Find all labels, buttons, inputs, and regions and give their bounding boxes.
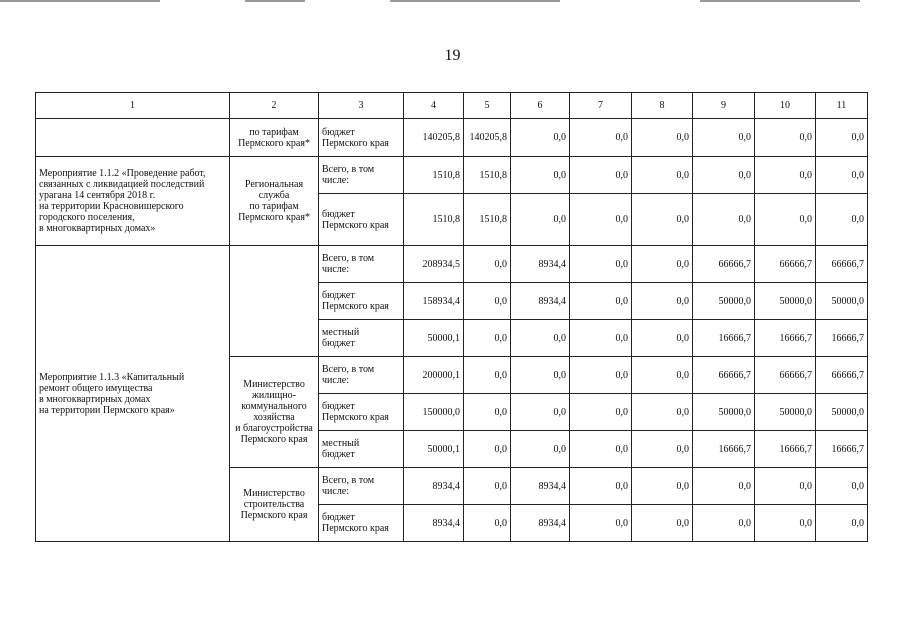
value-cell: 158934,4 <box>404 283 464 320</box>
source-cell: Всего, в том числе: <box>319 357 404 394</box>
top-edge-line <box>245 0 305 2</box>
value-cell: 0,0 <box>755 468 816 505</box>
value-cell: 0,0 <box>570 505 632 542</box>
table-row <box>36 246 868 283</box>
value-cell: 140205,8 <box>464 119 511 157</box>
value-cell: 140205,8 <box>404 119 464 157</box>
value-cell: 50000,0 <box>816 394 868 431</box>
value-cell: 0,0 <box>464 246 511 283</box>
value-cell: 50000,0 <box>816 283 868 320</box>
value-cell: 0,0 <box>464 320 511 357</box>
value-cell: 0,0 <box>511 320 570 357</box>
org-cell: Министерство жилищно- коммунального хозяйства и благоустройства Пермского края <box>230 357 319 468</box>
table-row <box>36 157 868 194</box>
value-cell: 8934,4 <box>404 468 464 505</box>
value-cell: 0,0 <box>632 468 693 505</box>
value-cell: 0,0 <box>632 194 693 246</box>
event-cell: Мероприятие 1.1.3 «Капитальный ремонт общего имущества в многоквартирных домах на территории Пермского края» <box>36 246 230 542</box>
value-cell: 0,0 <box>755 505 816 542</box>
org-cell: по тарифам Пермского края* <box>230 119 319 157</box>
value-cell: 66666,7 <box>816 357 868 394</box>
value-cell: 0,0 <box>511 157 570 194</box>
value-cell: 0,0 <box>632 246 693 283</box>
value-cell: 8934,4 <box>511 283 570 320</box>
value-cell: 0,0 <box>570 394 632 431</box>
value-cell: 0,0 <box>464 394 511 431</box>
value-cell: 0,0 <box>632 320 693 357</box>
source-cell: местный бюджет <box>319 431 404 468</box>
value-cell: 8934,4 <box>511 246 570 283</box>
value-cell: 0,0 <box>464 505 511 542</box>
value-cell: 66666,7 <box>755 246 816 283</box>
source-cell: бюджет Пермского края <box>319 194 404 246</box>
value-cell: 66666,7 <box>693 246 755 283</box>
value-cell: 0,0 <box>570 246 632 283</box>
value-cell: 66666,7 <box>816 246 868 283</box>
org-cell <box>230 246 319 357</box>
value-cell: 8934,4 <box>404 505 464 542</box>
value-cell: 0,0 <box>464 468 511 505</box>
value-cell: 0,0 <box>693 194 755 246</box>
value-cell: 0,0 <box>632 394 693 431</box>
header-cell: 2 <box>230 93 319 119</box>
value-cell: 0,0 <box>693 157 755 194</box>
value-cell: 0,0 <box>511 431 570 468</box>
value-cell: 0,0 <box>632 119 693 157</box>
value-cell: 0,0 <box>632 157 693 194</box>
value-cell: 0,0 <box>570 468 632 505</box>
value-cell: 0,0 <box>816 157 868 194</box>
source-cell: бюджет Пермского края <box>319 505 404 542</box>
value-cell: 0,0 <box>464 357 511 394</box>
org-cell: Региональная служба по тарифам Пермского края* <box>230 157 319 246</box>
value-cell: 0,0 <box>511 357 570 394</box>
header-cell: 6 <box>511 93 570 119</box>
source-cell: Всего, в том числе: <box>319 157 404 194</box>
header-cell: 1 <box>36 93 230 119</box>
value-cell: 16666,7 <box>755 431 816 468</box>
top-edge-line <box>0 0 160 2</box>
value-cell: 0,0 <box>570 283 632 320</box>
value-cell: 0,0 <box>570 119 632 157</box>
value-cell: 50000,0 <box>693 283 755 320</box>
value-cell: 66666,7 <box>755 357 816 394</box>
value-cell: 0,0 <box>632 357 693 394</box>
source-cell: бюджет Пермского края <box>319 394 404 431</box>
value-cell: 0,0 <box>570 357 632 394</box>
source-cell: Всего, в том числе: <box>319 468 404 505</box>
value-cell: 50000,1 <box>404 320 464 357</box>
value-cell: 16666,7 <box>816 320 868 357</box>
value-cell: 0,0 <box>570 194 632 246</box>
value-cell: 1510,8 <box>464 157 511 194</box>
value-cell: 16666,7 <box>816 431 868 468</box>
header-row <box>36 93 868 119</box>
header-cell: 7 <box>570 93 632 119</box>
value-cell: 0,0 <box>464 283 511 320</box>
top-edge-line <box>700 0 860 2</box>
source-cell: Всего, в том числе: <box>319 246 404 283</box>
budget-table <box>35 92 868 542</box>
value-cell: 0,0 <box>511 119 570 157</box>
value-cell: 0,0 <box>511 194 570 246</box>
org-cell: Министерство строительства Пермского края <box>230 468 319 542</box>
value-cell: 200000,1 <box>404 357 464 394</box>
header-cell: 8 <box>632 93 693 119</box>
value-cell: 1510,8 <box>404 157 464 194</box>
page-number: 19 <box>444 47 461 64</box>
value-cell: 0,0 <box>511 394 570 431</box>
value-cell: 16666,7 <box>755 320 816 357</box>
top-edge-line <box>390 0 560 2</box>
value-cell: 16666,7 <box>693 431 755 468</box>
value-cell: 0,0 <box>570 320 632 357</box>
header-cell: 3 <box>319 93 404 119</box>
value-cell: 16666,7 <box>693 320 755 357</box>
value-cell: 0,0 <box>816 505 868 542</box>
value-cell: 8934,4 <box>511 505 570 542</box>
value-cell: 50000,0 <box>755 283 816 320</box>
value-cell: 50000,0 <box>755 394 816 431</box>
value-cell: 66666,7 <box>693 357 755 394</box>
header-cell: 10 <box>755 93 816 119</box>
source-cell: бюджет Пермского края <box>319 283 404 320</box>
value-cell: 0,0 <box>755 119 816 157</box>
value-cell: 0,0 <box>816 194 868 246</box>
value-cell: 0,0 <box>693 119 755 157</box>
value-cell: 0,0 <box>816 468 868 505</box>
value-cell: 0,0 <box>816 119 868 157</box>
value-cell: 0,0 <box>570 157 632 194</box>
event-cell <box>36 119 230 157</box>
value-cell: 1510,8 <box>404 194 464 246</box>
value-cell: 0,0 <box>755 157 816 194</box>
source-cell: бюджет Пермского края <box>319 119 404 157</box>
event-cell: Мероприятие 1.1.2 «Проведение работ, связанных с ликвидацией последствий урагана 14 сентября 2018 г. на территории Красновишерского городского поселения, в многоквартирных домах» <box>36 157 230 246</box>
value-cell: 0,0 <box>632 431 693 468</box>
table-row <box>36 119 868 157</box>
header-cell: 11 <box>816 93 868 119</box>
header-cell: 4 <box>404 93 464 119</box>
value-cell: 208934,5 <box>404 246 464 283</box>
value-cell: 0,0 <box>632 283 693 320</box>
value-cell: 1510,8 <box>464 194 511 246</box>
value-cell: 8934,4 <box>511 468 570 505</box>
value-cell: 50000,1 <box>404 431 464 468</box>
value-cell: 0,0 <box>632 505 693 542</box>
value-cell: 50000,0 <box>693 394 755 431</box>
header-cell: 9 <box>693 93 755 119</box>
value-cell: 0,0 <box>755 194 816 246</box>
header-cell: 5 <box>464 93 511 119</box>
value-cell: 150000,0 <box>404 394 464 431</box>
value-cell: 0,0 <box>693 468 755 505</box>
source-cell: местный бюджет <box>319 320 404 357</box>
value-cell: 0,0 <box>693 505 755 542</box>
value-cell: 0,0 <box>464 431 511 468</box>
value-cell: 0,0 <box>570 431 632 468</box>
